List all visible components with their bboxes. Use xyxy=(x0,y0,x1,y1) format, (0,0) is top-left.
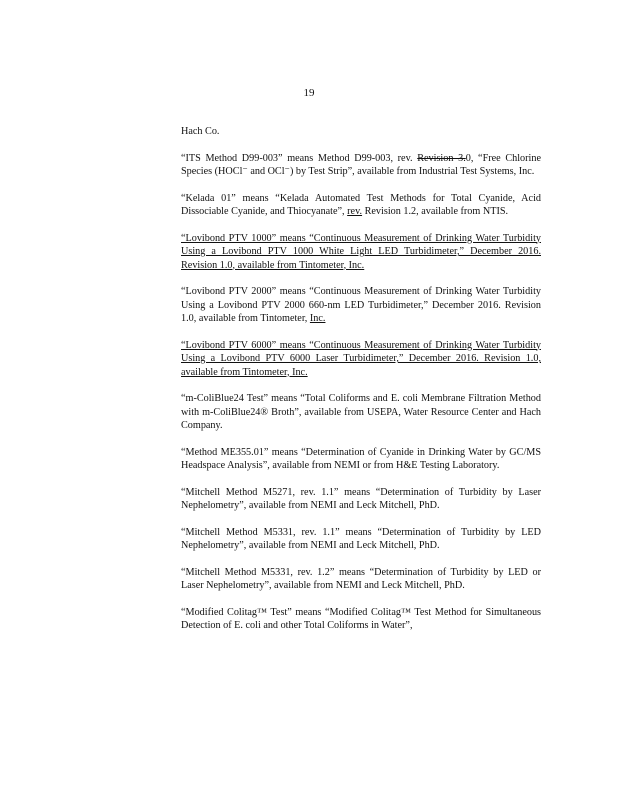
page-number: 19 xyxy=(303,87,315,99)
text-segment: 0, “Free Chlorine Species (HOCl⁻ and OCl⁻) by Test Strip”, available from Industrial Test Systems, Inc. xyxy=(181,152,541,177)
text-segment: “Modified Colitag™ Test” means “Modified Colitag™ Test Method for Simultaneous Detection of E. coli and other Total Coliforms in Water”, xyxy=(181,606,541,631)
text-segment: “ITS Method D99-003” means Method D99-003, rev. xyxy=(181,152,418,164)
definition-paragraph-m5331-12 xyxy=(181,566,541,593)
text-segment: “Lovibond PTV 2000” means “Continuous Measurement of Drinking Water Turbidity Using a Lovibond PTV 2000 660-nm LED Turbidimeter,” December 2016. Revision 1.0, available from Tintometer, xyxy=(181,286,541,324)
text-segment: Revision 1.2, available from NTIS. xyxy=(362,206,509,217)
text-segment: Hach Co. xyxy=(181,126,220,137)
definition-paragraph-me355 xyxy=(181,446,541,473)
text-segment: Revision 3. xyxy=(417,152,466,164)
text-segment: “Method ME355.01” means “Determination of Cyanide in Drinking Water by GC/MS Headspace Analysis”, available from NEMI or from H&E Testing Laboratory. xyxy=(181,446,541,471)
definition-paragraph-colibluer xyxy=(181,392,541,433)
text-segment: Inc. xyxy=(309,313,326,324)
text-segment: “Lovibond PTV 1000” means “Continuous Measurement of Drinking Water Turbidity Using a Lovibond PTV 1000 White Light LED Turbidimeter,” December 2016. Revision 1.0, available from Tintometer, Inc. xyxy=(181,232,541,271)
text-segment: rev. xyxy=(347,206,363,217)
text-segment: “Kelada 01” means “Kelada Automated Test Methods for Total Cyanide, Acid Dissociable Cyanide, and Thiocyanate”, xyxy=(181,192,541,217)
definition-paragraph-kelada xyxy=(181,192,541,219)
definition-paragraph-colitag xyxy=(181,606,541,633)
definition-paragraph-m5331-11 xyxy=(181,526,541,553)
definition-paragraph-m5271 xyxy=(181,486,541,513)
definition-paragraph-lovibond-6000 xyxy=(181,339,541,380)
text-segment: “Lovibond PTV 6000” means “Continuous Measurement of Drinking Water Turbidity Using a Lovibond PTV 6000 Laser Turbidimeter,” December 2016. Revision 1.0, available from Tintometer, Inc. xyxy=(181,339,541,378)
definition-paragraph-lovibond-1000 xyxy=(181,232,541,273)
text-segment: “Mitchell Method M5331, rev. 1.1” means “Determination of Turbidity by LED Nephelometry”, available from NEMI and Leck Mitchell, PhD. xyxy=(181,526,541,551)
definition-paragraph-its xyxy=(181,152,541,179)
text-segment: “Mitchell Method M5331, rev. 1.2” means “Determination of Turbidity by LED or Laser Nephelometry”, available from NEMI and Leck Mitchell, PhD. xyxy=(181,566,541,591)
text-segment: “Mitchell Method M5271, rev. 1.1” means “Determination of Turbidity by Laser Nephelometry”, available from NEMI and Leck Mitchell, PhD. xyxy=(181,486,541,511)
definition-paragraph-hach xyxy=(181,125,541,139)
text-segment: “m-ColiBlue24 Test” means “Total Coliforms and E. coli Membrane Filtration Method with m-ColiBlue24® Broth”, available from USEPA, Water Resource Center and Hach Company. xyxy=(181,393,541,431)
definition-paragraph-lovibond-2000 xyxy=(181,285,541,326)
definitions-list xyxy=(181,125,541,646)
